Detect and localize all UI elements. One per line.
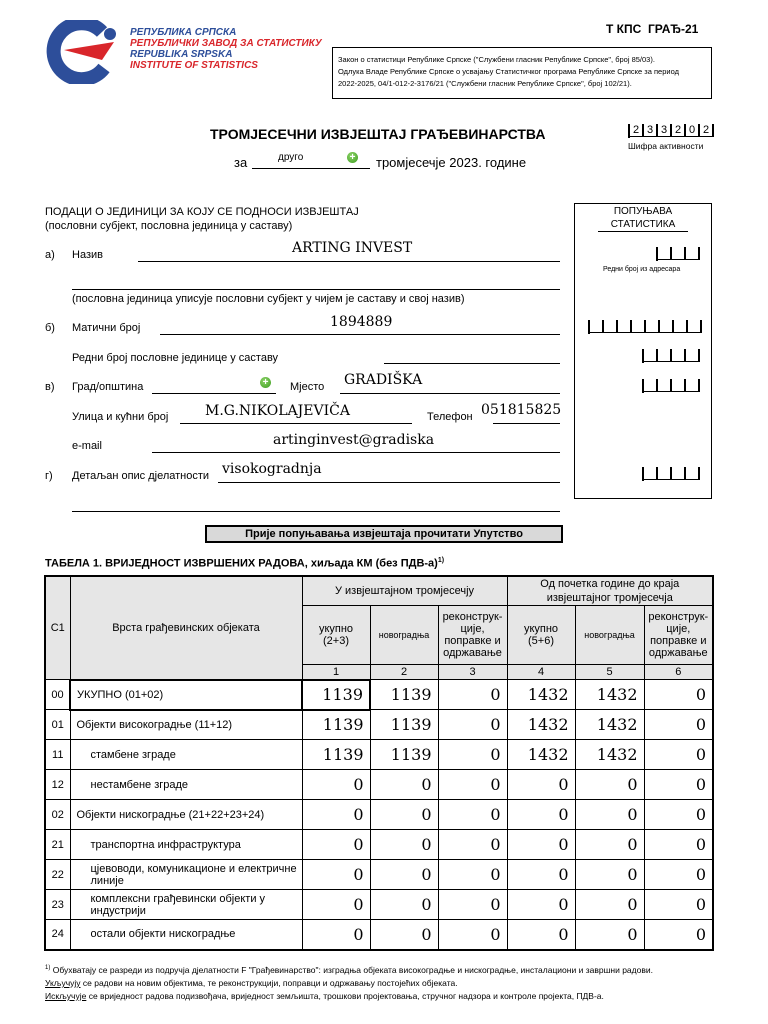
table-caption [45,557,444,570]
col-number: 5 [575,665,644,680]
footnote-3-keyword: Искључује [45,990,87,1001]
table-row [45,740,713,770]
email-input[interactable]: artinginvest@gradiska [273,432,435,448]
value-cell[interactable]: 0 [438,740,507,770]
org-line-1: РЕПУБЛИКА СРПСКА [130,27,237,38]
unit-subheading: (пословни субјект, пословна јединица у саставу) [45,220,293,232]
col-number: 3 [438,665,507,680]
col-number: 1 [302,665,370,680]
value-cell[interactable]: 0 [370,860,438,890]
activity-code-entry-boxes[interactable] [642,467,700,481]
footnote-1-text: Обухватају се разреди из подручја дјелатности F "Грађевинарство": изградња објеката високоградње и нискоградње, инсталациони и завршни радови. [52,964,653,975]
footnote-2-keyword: Укључују [45,977,81,988]
row-code: 24 [45,920,70,950]
name-line [138,261,560,262]
value-cell[interactable]: 0 [507,890,575,920]
law-text-3: 2022-2025, 04/1-012-2-3176/21 ("Службени гласник Републике Српске", број 102/21). [338,79,632,88]
instructions-notice-text: Прије попуњавања извјештаја прочитати Упутство [245,528,523,540]
statistics-box-title [598,204,688,232]
table-row [45,890,713,920]
row-label: Објекти високоградње (11+12) [70,710,302,740]
value-cell[interactable]: 1432 [575,710,644,740]
col-number: 2 [370,665,438,680]
value-cell[interactable]: 0 [644,770,713,800]
value-cell[interactable]: 0 [575,830,644,860]
org-line-2: РЕПУБЛИЧКИ ЗАВОД ЗА СТАТИСТИКУ [130,38,322,49]
activity-code-digit: 2 [630,124,644,137]
col-header-recon-ytd: реконструк-ције, поправке и одржавање [644,606,713,665]
value-cell[interactable]: 0 [302,890,370,920]
value-cell[interactable]: 0 [507,800,575,830]
unit-no-boxes[interactable] [642,349,700,363]
col-header-new-q: новоградња [370,606,438,665]
quarter-suffix: тромјесечје 2023. године [376,155,527,170]
place-line [340,393,560,394]
row-v-marker: в) [45,381,55,393]
quarter-add-icon[interactable]: + [347,152,358,163]
row-code: 12 [45,770,70,800]
street-label: Улица и кућни број [72,411,169,423]
value-cell[interactable]: 1432 [507,680,575,710]
name-input[interactable]: ARTING INVEST [292,240,413,256]
value-cell[interactable]: 0 [507,920,575,950]
row-label: УКУПНО (01+02) [70,680,302,710]
quarter-input[interactable]: друго [278,152,304,163]
row-code: 23 [45,890,70,920]
value-cell[interactable]: 0 [644,920,713,950]
value-cell[interactable]: 0 [438,770,507,800]
row-code: 00 [45,680,70,710]
report-title: ТРОМЈЕСЕЧНИ ИЗВЈЕШТАЈ ГРАЂЕВИНАРСТВА [210,126,546,142]
value-cell[interactable]: 0 [644,680,713,710]
activity-code-label: Шифра активности [628,141,704,151]
value-cell[interactable]: 0 [302,800,370,830]
institute-logo [42,20,122,84]
value-cell[interactable]: 0 [575,800,644,830]
col-header-total-q: укупно (2+3) [302,606,370,665]
unit-no-line[interactable] [384,363,560,364]
phone-line [493,423,560,424]
footnote-3 [45,990,653,1003]
value-cell[interactable]: 0 [302,920,370,950]
value-cell[interactable]: 0 [644,830,713,860]
value-cell[interactable]: 0 [644,740,713,770]
value-cell[interactable]: 0 [438,920,507,950]
email-label: e-mail [72,440,102,452]
city-code-boxes[interactable] [642,379,700,393]
activity-line [218,482,560,483]
row-b-marker: б) [45,322,55,334]
construction-value-table [44,575,714,951]
za-label: за [234,155,248,170]
unit-heading: ПОДАЦИ О ЈЕДИНИЦИ ЗА КОЈУ СЕ ПОДНОСИ ИЗВЈЕШТАЈ [45,206,359,218]
value-cell[interactable]: 1139 [370,710,438,740]
value-cell[interactable]: 0 [575,770,644,800]
row-label: остали објекти нискоградње [70,920,302,950]
org-line-4: INSTITUTE OF STATISTICS [130,60,258,71]
table-caption-footnote: 1) [437,557,445,564]
row-label: комплексни грађевински објекти у индустрији [70,890,302,920]
place-label: Мјесто [290,381,325,393]
row-g-marker: г) [45,470,53,482]
activity-code-digit: 2 [700,124,714,137]
col-group-ytd: Од почетка године до краја извјештајног тромјесечја [507,576,713,606]
value-cell[interactable]: 0 [438,860,507,890]
activity-code-digit: 0 [686,124,700,137]
value-cell[interactable]: 1432 [507,740,575,770]
value-cell[interactable]: 0 [438,680,507,710]
col-header-recon-q: реконструк-ције, поправке и одржавање [438,606,507,665]
table-caption-text: ТАБЕЛА 1. ВРИЈЕДНОСТ ИЗВРШЕНИХ РАДОВА, хиљада КМ (без ПДВ-а) [45,557,438,570]
form-code: Т КПС ГРАЂ-21 [606,22,699,36]
col-header-c1: С1 [45,576,70,680]
activity-code-digit: 3 [658,124,672,137]
value-cell[interactable]: 0 [302,830,370,860]
value-cell[interactable]: 0 [644,800,713,830]
footnote-2-text: се радови на новим објектима, те реконструкцији, поправци и одржавању постојећих објеката. [82,977,458,988]
value-cell[interactable]: 0 [644,860,713,890]
value-cell[interactable]: 0 [507,770,575,800]
value-cell[interactable]: 0 [438,710,507,740]
footnote-1-marker: 1) [45,965,51,971]
col-number: 4 [507,665,575,680]
row-a-marker: а) [45,249,55,261]
value-cell[interactable]: 1139 [302,740,370,770]
value-cell[interactable]: 1139 [370,740,438,770]
mb-code-boxes[interactable] [588,320,702,334]
quarter-field-line [252,168,370,169]
value-cell[interactable]: 0 [302,860,370,890]
phone-input[interactable]: 051815825 [481,402,562,418]
value-cell[interactable]: 1139 [370,680,438,710]
place-input[interactable]: GRADIŠKA [344,372,423,388]
mb-label: Матични број [72,322,141,334]
value-cell[interactable]: 0 [644,890,713,920]
value-cell[interactable]: 1139 [302,680,370,710]
col-header-total-ytd: укупно (5+6) [507,606,575,665]
name-label: Назив [72,249,103,261]
value-cell[interactable]: 0 [370,770,438,800]
value-cell[interactable]: 0 [370,830,438,860]
name-line-2 [72,289,560,290]
value-cell[interactable]: 0 [370,920,438,950]
row-code: 21 [45,830,70,860]
city-label: Град/општина [72,381,144,393]
row-code: 02 [45,800,70,830]
col-header-new-ytd: новоградња [575,606,644,665]
mb-input[interactable]: 1894889 [330,314,393,330]
footnotes [45,962,653,1003]
address-number-boxes[interactable] [656,247,700,261]
law-text-1: Закон о статистици Републике Српске ("Службени гласник Републике Српске", број 85/03). [338,55,655,64]
institute-name [130,27,322,71]
unit-no-label: Редни број пословне јединице у саставу [72,352,279,364]
activity-code-boxes [628,124,714,138]
value-cell[interactable]: 0 [507,860,575,890]
activity-input[interactable]: visokogradnja [222,461,322,477]
activity-line-2 [72,511,560,512]
instructions-notice [205,525,563,543]
value-cell[interactable]: 1432 [575,740,644,770]
law-reference-box [332,47,712,99]
col-group-quarter: У извјештајном тромјесечју [302,576,507,606]
value-cell[interactable]: 0 [438,830,507,860]
value-cell[interactable]: 1432 [575,680,644,710]
row-code: 01 [45,710,70,740]
value-cell[interactable]: 0 [302,770,370,800]
value-cell[interactable]: 0 [507,830,575,860]
value-cell[interactable]: 0 [370,890,438,920]
name-note: (пословна јединица уписује пословни субјект у чијем је саставу и свој назив) [72,293,465,305]
value-cell[interactable]: 0 [370,800,438,830]
value-cell[interactable]: 0 [575,890,644,920]
email-line [152,452,560,453]
table-row [45,710,713,740]
value-cell[interactable]: 1432 [507,710,575,740]
org-line-3: REPUBLIKA SRPSKA [130,49,233,60]
value-cell[interactable]: 0 [438,800,507,830]
value-cell[interactable]: 0 [575,920,644,950]
row-label: цјевоводи, комуникационе и електричне линије [70,860,302,890]
value-cell[interactable]: 1139 [302,710,370,740]
activity-code-digit: 2 [672,124,686,137]
activity-code-digit: 3 [644,124,658,137]
footnote-2 [45,977,653,990]
footnote-1 [45,962,653,977]
row-code: 11 [45,740,70,770]
law-text-2: Одлука Владе Републике Српске о усвајању Статистичког програма Републике Српске за период [338,67,679,76]
street-line [180,423,412,424]
city-input[interactable] [152,393,276,394]
table-row [45,770,713,800]
table-row [45,860,713,890]
table-row [45,680,713,710]
row-label: стамбене зграде [70,740,302,770]
activity-label: Детаљан опис дјелатности [72,470,210,482]
phone-label: Телефон [427,411,473,423]
value-cell[interactable]: 0 [438,890,507,920]
statistics-box-title-text: ПОПУЊАВА СТАТИСТИКА [610,206,676,230]
row-label: транспортна инфраструктура [70,830,302,860]
value-cell[interactable]: 0 [575,860,644,890]
footnote-3-text: се вриједност радова подизвођача, вриједност земљишта, трошкови пројектовања, стручног надзора и контроле пројекта, ПДВ-а. [88,990,604,1001]
col-header-type: Врста грађевинских објеката [70,576,302,680]
col-number: 6 [644,665,713,680]
table-row [45,920,713,950]
street-input[interactable]: M.G.NIKOLAJEVIČA [205,403,350,419]
mb-line [160,334,560,335]
table-row [45,800,713,830]
city-add-icon[interactable]: + [260,377,271,388]
address-number-label: Редни број из адресара [603,266,681,273]
row-code: 22 [45,860,70,890]
table-row [45,830,713,860]
row-label: Објекти нискоградње (21+22+23+24) [70,800,302,830]
row-label: нестамбене зграде [70,770,302,800]
value-cell[interactable]: 0 [644,710,713,740]
